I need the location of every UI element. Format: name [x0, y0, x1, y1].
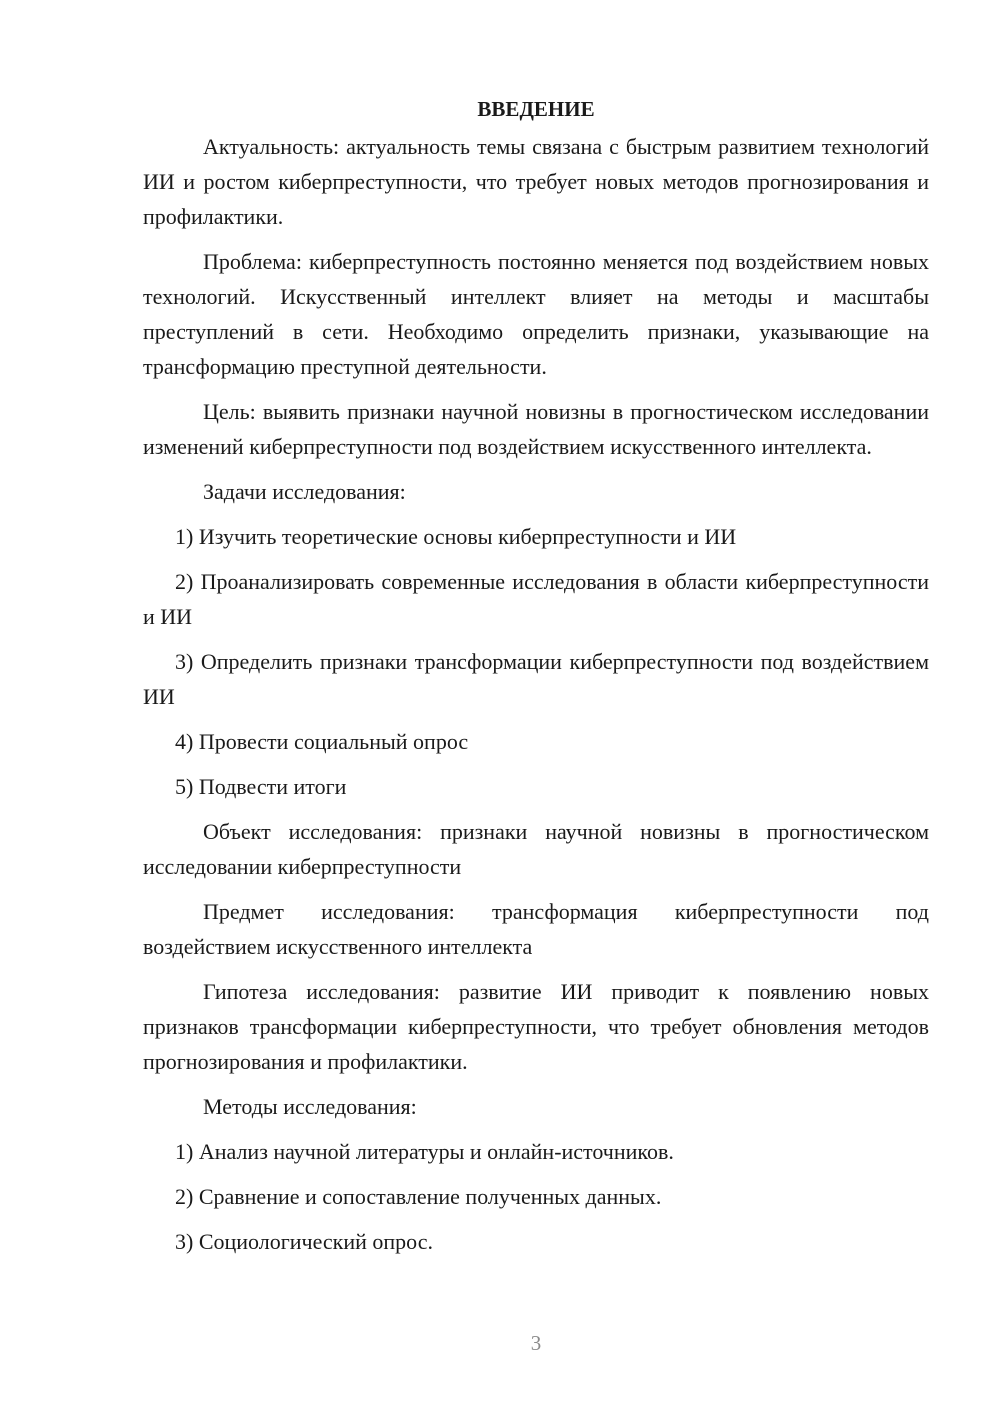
subject-paragraph: Предмет исследования: трансформация киберпреступности под воздействием искусственного интеллекта — [143, 899, 929, 959]
methods-heading: Методы исследования: — [203, 1094, 417, 1119]
document-page — [143, 92, 929, 1269]
section-title: ВВЕДЕНИЕ — [477, 97, 595, 121]
goal-paragraph: Цель: выявить признаки научной новизны в прогностическом исследовании изменений киберпреступности под воздействием искусственного интеллекта. — [143, 399, 929, 459]
task-item-2: 2) Проанализировать современные исследования в области киберпреступности и ИИ — [143, 569, 929, 629]
task-item-4: 4) Провести социальный опрос — [175, 729, 469, 754]
hypothesis-paragraph: Гипотеза исследования: развитие ИИ приводит к появлению новых признаков трансформации киберпреступности, что требует обновления методов прогнозирования и профилактики. — [143, 979, 929, 1074]
object-paragraph: Объект исследования: признаки научной новизны в прогностическом исследовании киберпреступности — [143, 819, 929, 879]
tasks-heading: Задачи исследования: — [203, 479, 406, 504]
method-item-2: 2) Сравнение и сопоставление полученных данных. — [175, 1184, 662, 1209]
task-item-1: 1) Изучить теоретические основы киберпреступности и ИИ — [175, 524, 737, 549]
problem-paragraph: Проблема: киберпреступность постоянно меняется под воздействием новых технологий. Искусственный интеллект влияет на методы и масштабы преступлений в сети. Необходимо определить признаки, указывающие на трансформацию преступной деятельности. — [143, 249, 929, 379]
task-item-3: 3) Определить признаки трансформации киберпреступности под воздействием ИИ — [143, 649, 929, 709]
method-item-3: 3) Социологический опрос. — [175, 1229, 433, 1254]
relevance-paragraph: Актуальность: актуальность темы связана с быстрым развитием технологий ИИ и ростом киберпреступности, что требует новых методов прогнозирования и профилактики. — [143, 134, 929, 229]
page-number: 3 — [530, 1331, 542, 1355]
method-item-1: 1) Анализ научной литературы и онлайн-источников. — [175, 1139, 674, 1164]
task-item-5: 5) Подвести итоги — [175, 774, 347, 799]
